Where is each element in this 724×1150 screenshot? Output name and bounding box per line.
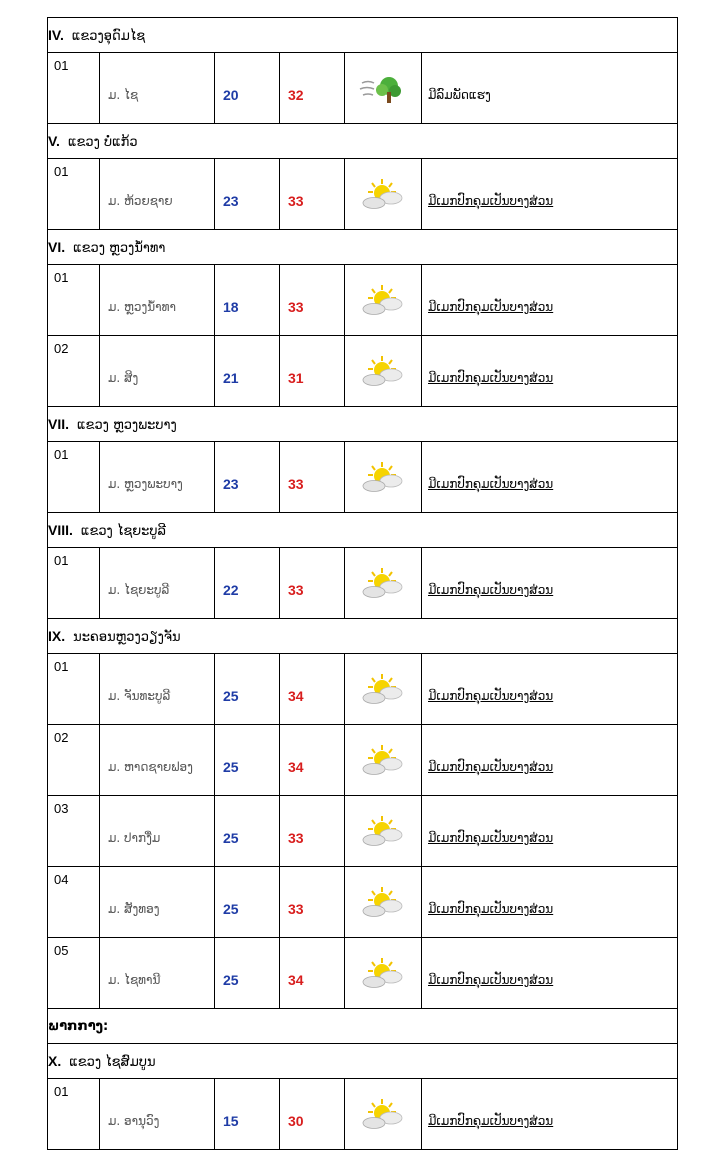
row-number: 02 (48, 336, 100, 407)
high-temperature: 32 (280, 53, 345, 124)
weather-description-cell (422, 442, 678, 513)
section-number: IX. (48, 627, 66, 644)
low-temperature: 25 (215, 654, 280, 725)
weather-description-cell (422, 53, 678, 124)
section-number: V. (48, 132, 60, 149)
table-row (48, 1079, 678, 1150)
high-temperature: 31 (280, 336, 345, 407)
section-title: ແຂວງ ໄຊສົມບູນ (69, 1054, 156, 1070)
section-header (48, 619, 678, 654)
weather-icon-cell (345, 159, 422, 230)
sun-cloud-icon (345, 177, 421, 211)
high-temperature: 33 (280, 796, 345, 867)
low-temperature: 23 (215, 442, 280, 513)
weather-icon-cell (345, 796, 422, 867)
district-name: ມ. ຫຼວງນ້ຳທາ (100, 265, 215, 336)
low-temperature: 25 (215, 867, 280, 938)
weather-description-cell (422, 548, 678, 619)
sun-cloud-icon (345, 1097, 421, 1131)
section-header (48, 230, 678, 265)
row-number: 01 (48, 548, 100, 619)
weather-icon-cell (345, 442, 422, 513)
weather-description: ມີລົມພັດແຮງ (428, 88, 491, 102)
table-row (48, 548, 678, 619)
weather-description: ມີເມກປົກຄຸມເປັນບາງສ່ວນ (428, 1114, 554, 1128)
sun-cloud-icon (345, 743, 421, 777)
district-name: ມ. ຫາດຊາຍຟອງ (100, 725, 215, 796)
section-number: VIII. (48, 521, 73, 538)
sun-cloud-icon (345, 814, 421, 848)
section-header-row (48, 18, 678, 53)
district-name: ມ. ຫຼວງພະບາງ (100, 442, 215, 513)
weather-icon-cell (345, 548, 422, 619)
table-row (48, 53, 678, 124)
region-heading: ພາກກາງ: (48, 1009, 678, 1044)
district-name: ມ. ໄຊຍະບູລີ (100, 548, 215, 619)
section-title: ແຂວງ ໄຊຍະບູລີ (80, 523, 166, 539)
table-row (48, 654, 678, 725)
sun-cloud-icon (345, 460, 421, 494)
low-temperature: 18 (215, 265, 280, 336)
low-temperature: 25 (215, 796, 280, 867)
section-header-row (48, 1044, 678, 1079)
section-title: ນະຄອນຫຼວງວຽງຈັນ (73, 629, 181, 645)
row-number: 04 (48, 867, 100, 938)
weather-description-cell (422, 159, 678, 230)
high-temperature: 34 (280, 725, 345, 796)
section-header-row (48, 124, 678, 159)
low-temperature: 20 (215, 53, 280, 124)
weather-icon-cell (345, 654, 422, 725)
weather-description-cell (422, 725, 678, 796)
weather-description: ມີເມກປົກຄຸມເປັນບາງສ່ວນ (428, 194, 554, 208)
section-header (48, 513, 678, 548)
high-temperature: 34 (280, 654, 345, 725)
weather-icon-cell (345, 53, 422, 124)
row-number: 01 (48, 442, 100, 513)
weather-description-cell (422, 336, 678, 407)
sun-cloud-icon (345, 283, 421, 317)
row-number: 01 (48, 265, 100, 336)
high-temperature: 33 (280, 159, 345, 230)
weather-description: ມີເມກປົກຄຸມເປັນບາງສ່ວນ (428, 689, 554, 703)
section-number: X. (48, 1052, 62, 1069)
district-name: ມ. ສັງທອງ (100, 867, 215, 938)
weather-icon-cell (345, 265, 422, 336)
weather-description: ມີເມກປົກຄຸມເປັນບາງສ່ວນ (428, 477, 554, 491)
section-header-row (48, 513, 678, 548)
low-temperature: 25 (215, 938, 280, 1009)
section-header (48, 18, 678, 53)
weather-icon-cell (345, 867, 422, 938)
weather-icon-cell (345, 1079, 422, 1150)
weather-icon-cell (345, 336, 422, 407)
forecast-table (47, 17, 678, 1150)
district-name: ມ. ໄຊ (100, 53, 215, 124)
region-heading-row (48, 1009, 678, 1044)
weather-description: ມີເມກປົກຄຸມເປັນບາງສ່ວນ (428, 973, 554, 987)
section-header-row (48, 619, 678, 654)
weather-description-cell (422, 654, 678, 725)
weather-description: ມີເມກປົກຄຸມເປັນບາງສ່ວນ (428, 831, 554, 845)
weather-description-cell (422, 867, 678, 938)
table-row (48, 867, 678, 938)
row-number: 01 (48, 159, 100, 230)
weather-description: ມີເມກປົກຄຸມເປັນບາງສ່ວນ (428, 300, 554, 314)
high-temperature: 30 (280, 1079, 345, 1150)
district-name: ມ. ອານຸວົງ (100, 1079, 215, 1150)
district-name: ມ. ຫ້ວຍຊາຍ (100, 159, 215, 230)
section-header-row (48, 230, 678, 265)
weather-icon-cell (345, 938, 422, 1009)
table-row (48, 336, 678, 407)
low-temperature: 25 (215, 725, 280, 796)
sun-cloud-icon (345, 672, 421, 706)
high-temperature: 33 (280, 867, 345, 938)
tree-wind-icon (345, 71, 421, 105)
low-temperature: 23 (215, 159, 280, 230)
high-temperature: 33 (280, 442, 345, 513)
table-row (48, 725, 678, 796)
weather-description-cell (422, 796, 678, 867)
weather-description: ມີເມກປົກຄຸມເປັນບາງສ່ວນ (428, 760, 554, 774)
weather-description: ມີເມກປົກຄຸມເປັນບາງສ່ວນ (428, 371, 554, 385)
weather-description: ມີເມກປົກຄຸມເປັນບາງສ່ວນ (428, 902, 554, 916)
district-name: ມ. ປາກງື່ມ (100, 796, 215, 867)
sun-cloud-icon (345, 354, 421, 388)
table-row (48, 265, 678, 336)
section-number: VII. (48, 415, 70, 432)
section-title: ແຂວງ ບໍ່ແກ້ວ (67, 134, 138, 150)
district-name: ມ. ຈັນທະບູລີ (100, 654, 215, 725)
high-temperature: 33 (280, 548, 345, 619)
row-number: 01 (48, 654, 100, 725)
section-header (48, 1044, 678, 1079)
section-header-row (48, 407, 678, 442)
high-temperature: 34 (280, 938, 345, 1009)
section-number: IV. (48, 26, 64, 43)
table-row (48, 796, 678, 867)
low-temperature: 22 (215, 548, 280, 619)
weather-icon-cell (345, 725, 422, 796)
section-title: ແຂວງ ຫຼວງພະບາງ (77, 417, 177, 433)
row-number: 03 (48, 796, 100, 867)
row-number: 01 (48, 53, 100, 124)
high-temperature: 33 (280, 265, 345, 336)
sun-cloud-icon (345, 885, 421, 919)
weather-description-cell (422, 1079, 678, 1150)
weather-description-cell (422, 265, 678, 336)
section-title: ແຂວງອຸດົມໄຊ (71, 28, 146, 44)
section-number: VI. (48, 238, 66, 255)
row-number: 05 (48, 938, 100, 1009)
sun-cloud-icon (345, 566, 421, 600)
row-number: 02 (48, 725, 100, 796)
low-temperature: 15 (215, 1079, 280, 1150)
weather-description: ມີເມກປົກຄຸມເປັນບາງສ່ວນ (428, 583, 554, 597)
district-name: ມ. ໄຊທານີ (100, 938, 215, 1009)
section-title: ແຂວງ ຫຼວງນ້ຳທາ (73, 240, 166, 256)
sun-cloud-icon (345, 956, 421, 990)
table-row (48, 938, 678, 1009)
table-row (48, 442, 678, 513)
low-temperature: 21 (215, 336, 280, 407)
weather-description-cell (422, 938, 678, 1009)
district-name: ມ. ສິງ (100, 336, 215, 407)
row-number: 01 (48, 1079, 100, 1150)
table-row (48, 159, 678, 230)
section-header (48, 407, 678, 442)
section-header (48, 124, 678, 159)
